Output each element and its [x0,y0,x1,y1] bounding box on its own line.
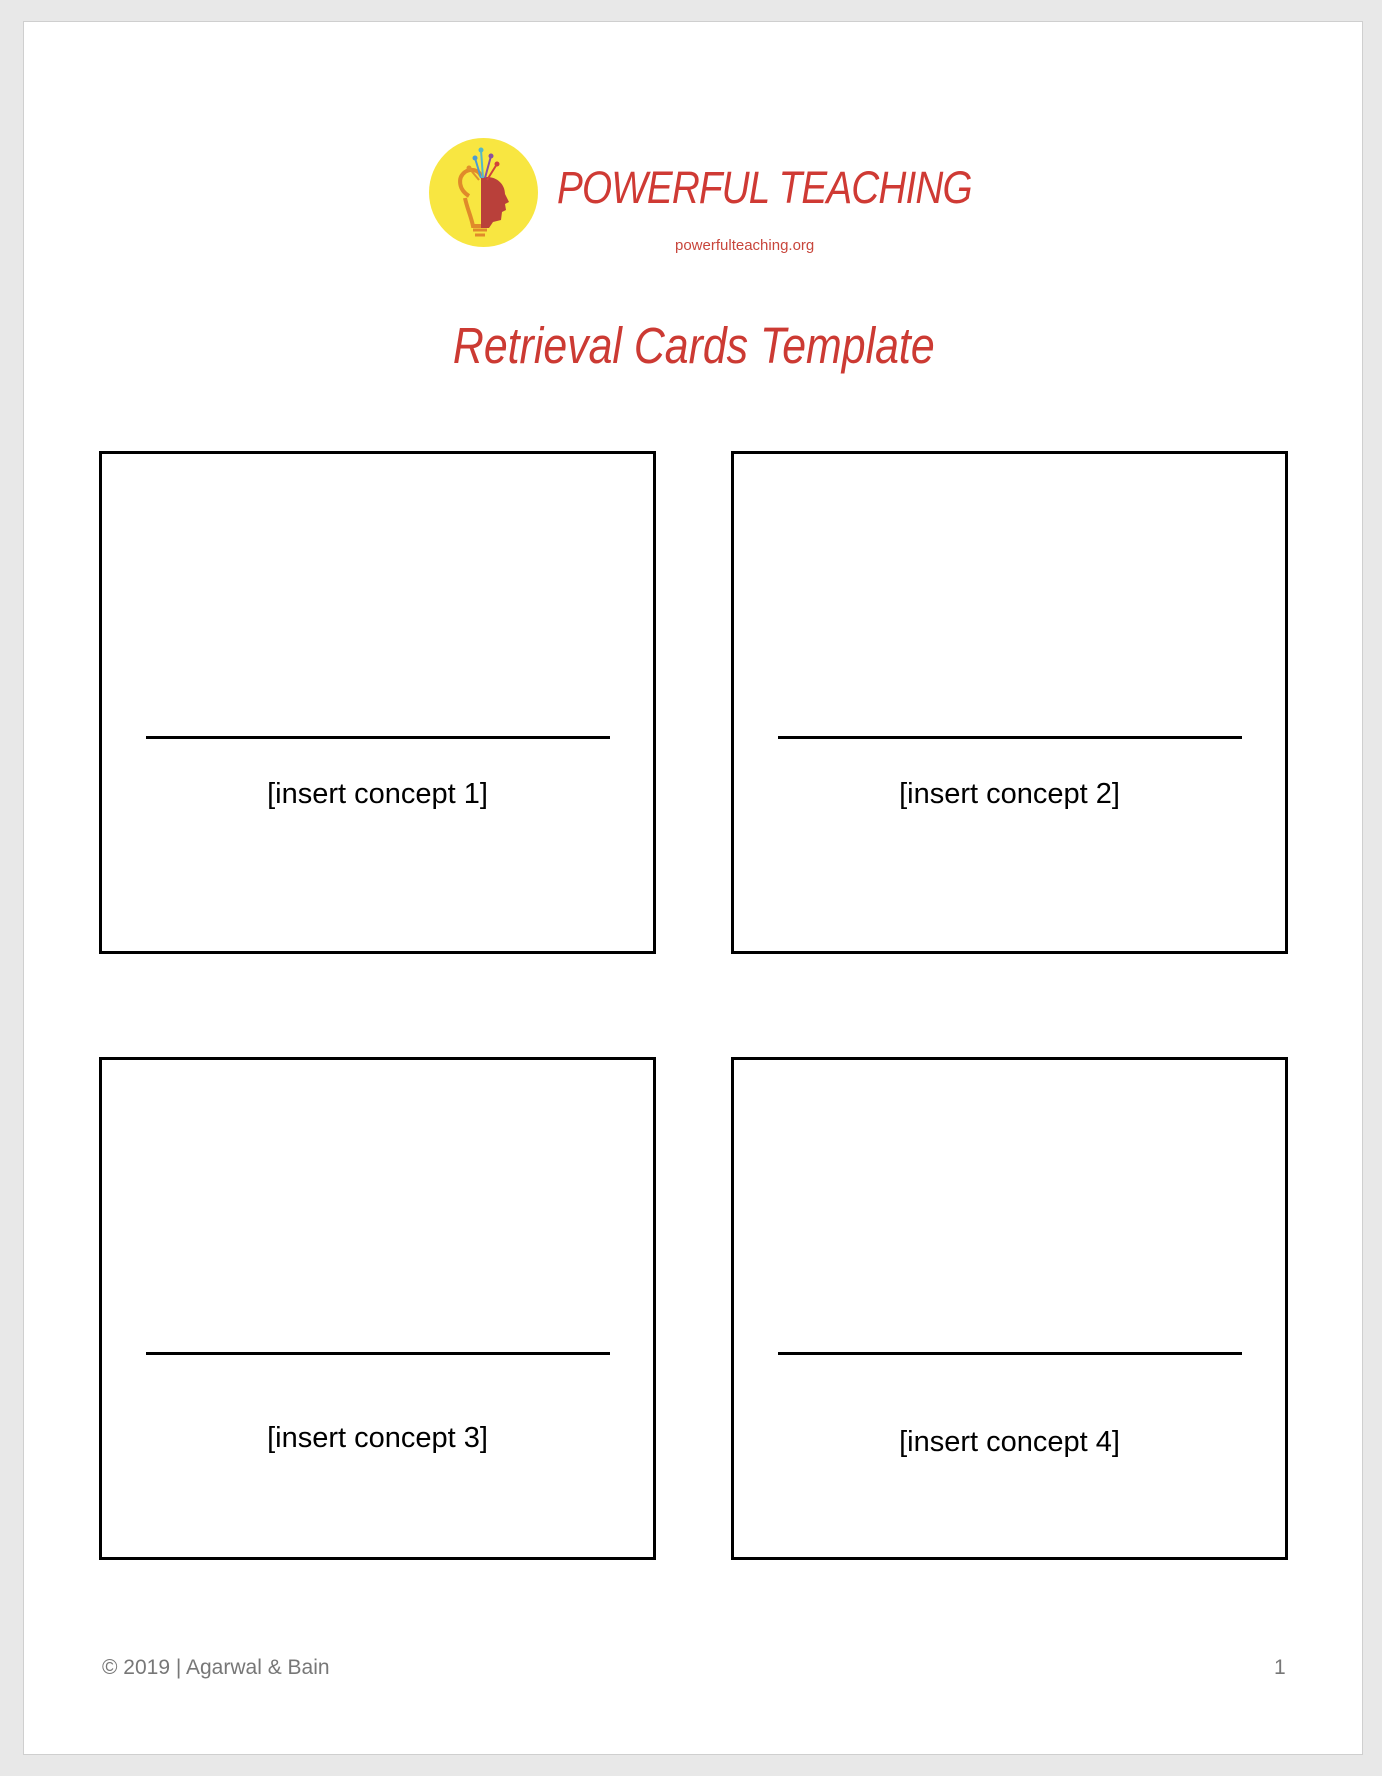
brand-header [429,138,989,254]
retrieval-card-4 [731,1057,1288,1560]
lightbulb-head-logo-icon [429,138,538,247]
page-title-text: Retrieval Cards Template [453,317,935,374]
card-divider-line [778,1352,1242,1355]
card-divider-line [146,1352,610,1355]
document-page [23,21,1363,1755]
retrieval-card-1 [99,451,656,954]
page-title [24,316,1364,375]
footer-copyright: © 2019 | Agarwal & Bain [102,1656,330,1679]
page-number: 1 [1274,1656,1286,1679]
card-concept-label: [insert concept 1] [267,778,488,810]
retrieval-card-3 [99,1057,656,1560]
card-divider-line [778,736,1242,739]
retrieval-card-2 [731,451,1288,954]
brand-name: POWERFUL TEACHING [557,162,972,213]
card-concept-label: [insert concept 2] [899,778,1120,810]
card-concept-label: [insert concept 4] [899,1426,1120,1458]
brand-url: powerfulteaching.org [675,237,815,254]
card-concept-label: [insert concept 3] [267,1422,488,1454]
card-divider-line [146,736,610,739]
